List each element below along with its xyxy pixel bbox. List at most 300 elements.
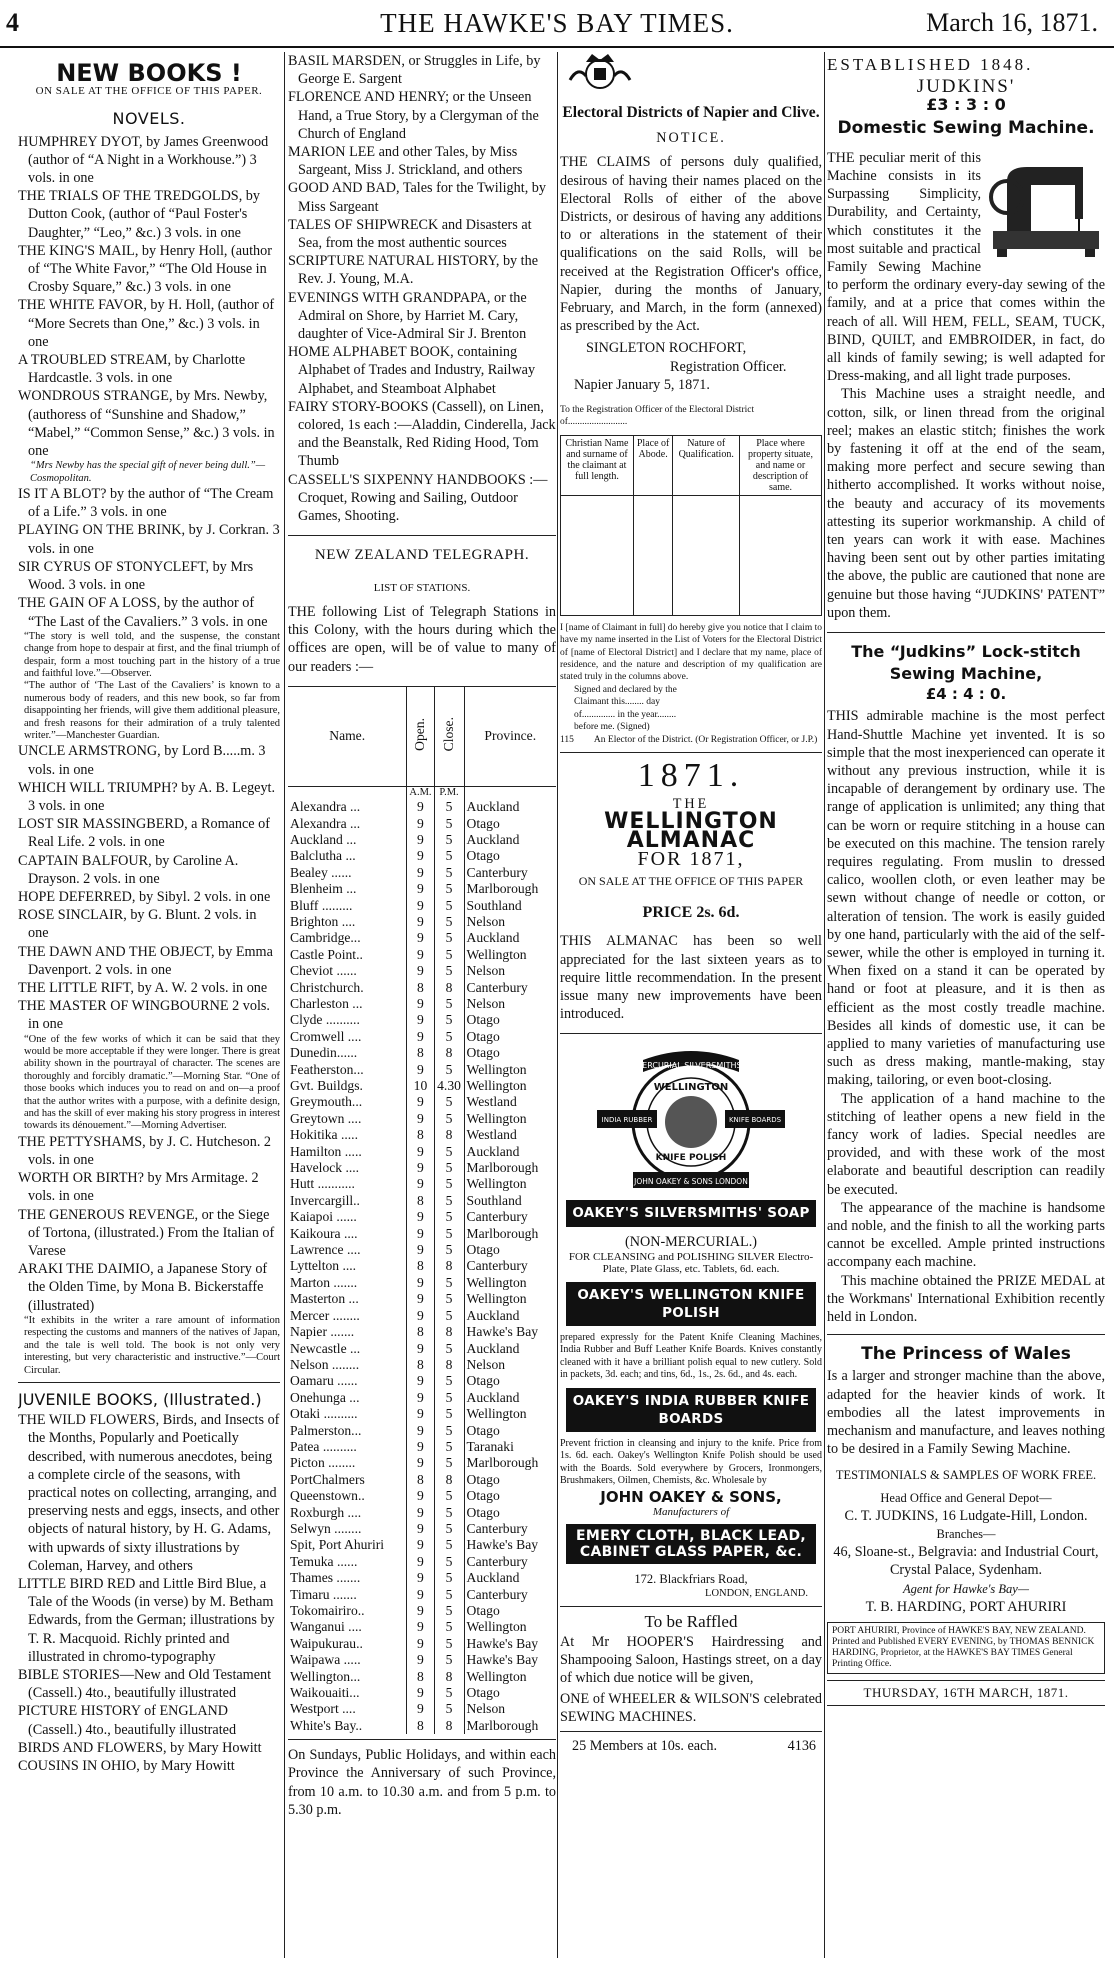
crest-top-text: NON-MERCURIAL SILVERSMITHS' SOAP bbox=[614, 1061, 768, 1071]
station-name: Dunedin...... bbox=[290, 1045, 358, 1061]
station-row bbox=[288, 1341, 556, 1357]
book-entry: IS IT A BLOT? by the author of “The Cream of a Life.” 3 vols. in one bbox=[18, 486, 274, 521]
station-close: 8 bbox=[434, 1718, 464, 1734]
station-close: 8 bbox=[434, 1045, 464, 1061]
column-rule bbox=[824, 52, 825, 1958]
station-close: 5 bbox=[434, 1619, 464, 1635]
book-entry: THE DAWN AND THE OBJECT, by Emma Davenport. 2 vols. in one bbox=[18, 943, 273, 978]
station-row bbox=[288, 1127, 556, 1143]
book-entry: BIBLE STORIES—New and Old Testament (Cassell.) 4to., beautifully illustrated bbox=[18, 1666, 272, 1702]
book-entry: WORTH OR BIRTH? by Mrs Armitage. 2 vols. in one bbox=[18, 1170, 259, 1205]
station-row bbox=[288, 996, 556, 1012]
station-close: 5 bbox=[434, 1275, 464, 1291]
station-open: 9 bbox=[407, 832, 434, 848]
column-rule bbox=[557, 52, 558, 1958]
station-open: 9 bbox=[407, 930, 434, 946]
station-name: Palmerston... bbox=[290, 1422, 362, 1438]
station-close: 5 bbox=[434, 1176, 464, 1192]
novels-list bbox=[18, 485, 280, 631]
station-close: 5 bbox=[434, 1111, 464, 1127]
station-province: Hawke's Bay bbox=[464, 1652, 556, 1668]
divider bbox=[560, 1731, 822, 1732]
station-close: 5 bbox=[434, 914, 464, 930]
station-close: 5 bbox=[434, 1554, 464, 1570]
station-open: 9 bbox=[407, 1390, 434, 1406]
station-name: Westport .... bbox=[290, 1701, 356, 1717]
divider bbox=[18, 1382, 280, 1383]
divider bbox=[560, 1033, 822, 1034]
issue-date: March 16, 1871. bbox=[926, 8, 1098, 37]
station-row bbox=[288, 1570, 556, 1586]
station-row bbox=[288, 1701, 556, 1717]
station-name: Bluff ......... bbox=[290, 897, 353, 913]
oakey-emery-banner: EMERY CLOTH, BLACK LEAD, CABINET GLASS PAPER, &c. bbox=[566, 1524, 816, 1564]
station-name: Alexandra ... bbox=[290, 815, 361, 831]
station-open: 9 bbox=[407, 1505, 434, 1521]
book-entry: TALES OF SHIPWRECK and Disasters at Sea, from the most authentic sources bbox=[288, 216, 532, 252]
station-open: 9 bbox=[407, 947, 434, 963]
station-row bbox=[288, 1029, 556, 1045]
judkins-name: JUDKINS' bbox=[916, 76, 1016, 98]
novels-list bbox=[18, 1133, 280, 1315]
agent-name: T. B. HARDING, PORT AHURIRI bbox=[865, 1598, 1067, 1615]
station-name: Kaiapoi ...... bbox=[290, 1209, 357, 1225]
station-close: 5 bbox=[434, 1029, 464, 1045]
branch-address: 46, Sloane-st., Belgravia: and Industrial Court, Crystal Palace, Sydenham. bbox=[833, 1544, 1099, 1579]
station-name: Clyde .......... bbox=[290, 1012, 360, 1028]
station-open: 9 bbox=[407, 1423, 434, 1439]
station-name: Mercer ........ bbox=[290, 1307, 360, 1323]
station-row bbox=[288, 1291, 556, 1307]
station-row bbox=[288, 930, 556, 946]
page-number: 4 bbox=[6, 8, 19, 37]
station-row bbox=[288, 832, 556, 848]
book-entry: WHICH WILL TRIUMPH? by A. B. Legeyt. 3 vols. in one bbox=[18, 779, 276, 814]
station-name: Waikouaiti... bbox=[290, 1685, 360, 1701]
station-name: Invercargill.. bbox=[290, 1192, 360, 1208]
book-entry: SIR CYRUS OF STONYCLEFT, by Mrs Wood. 3 vols. in one bbox=[18, 558, 254, 594]
form-number: 115 bbox=[560, 734, 574, 745]
station-close: 5 bbox=[434, 947, 464, 963]
divider bbox=[560, 752, 822, 753]
judkins-title: Domestic Sewing Machine. bbox=[837, 117, 1095, 138]
station-row bbox=[288, 1554, 556, 1570]
station-row bbox=[288, 1423, 556, 1439]
head-office: Head Office and General Depot— bbox=[880, 1490, 1052, 1505]
book-entry: FAIRY STORY-BOOKS (Cassell), on Linen, colored, 1s each :—Aladdin, Cinderella, Jack and the Beanstalk, Red Riding Hood, Tom Thumb bbox=[288, 398, 556, 470]
divider bbox=[827, 1334, 1105, 1335]
signer: SINGLETON ROCHFORT, bbox=[586, 340, 747, 357]
station-close: 5 bbox=[434, 1685, 464, 1701]
judkins-para-5: The appearance of the machine is handsome and noble, and the finish to all the working parts cannot be excelled. Ample printed instructions accompany each machine. bbox=[827, 1199, 1105, 1271]
testimonials: TESTIMONIALS & SAMPLES OF WORK FREE. bbox=[835, 1468, 1097, 1483]
book-entry: THE MASTER OF WINGBOURNE 2 vols. in one bbox=[18, 998, 270, 1033]
review: “The author of ‘The Last of the Cavaliers’ is known to a numerous body of readers, and this new book, so far from disappointing her friends, will give them additional pleasure, and fresh reasons for their admiration of a truly talented writer.”—Manchester Guardian. bbox=[24, 680, 280, 741]
station-row bbox=[288, 1488, 556, 1504]
station-name: Masterton ... bbox=[290, 1291, 359, 1307]
station-province: Otago bbox=[464, 1505, 556, 1521]
col-name: Name. bbox=[288, 686, 407, 786]
raffle-body: At Mr HOOPER'S Hairdressing and Shampooing Saloon, Hastings street, on a day of which due notice will be given, bbox=[560, 1634, 822, 1687]
station-name: Cheviot ...... bbox=[290, 963, 357, 979]
station-name: Temuka ...... bbox=[290, 1553, 358, 1569]
station-open: 9 bbox=[407, 1209, 434, 1225]
station-open: 9 bbox=[407, 799, 434, 815]
station-province: Canterbury bbox=[464, 865, 556, 881]
station-close: 5 bbox=[434, 1308, 464, 1324]
station-name: Thames ....... bbox=[290, 1570, 361, 1586]
station-name: Alexandra ... bbox=[290, 799, 361, 815]
station-province: Wellington bbox=[464, 1062, 556, 1078]
electoral-heading: Electoral Districts of Napier and Clive. bbox=[562, 104, 820, 122]
station-row bbox=[288, 881, 556, 897]
station-open: 9 bbox=[407, 1619, 434, 1635]
station-open: 9 bbox=[407, 1455, 434, 1471]
oakey-polish-banner: OAKEY'S WELLINGTON KNIFE POLISH bbox=[566, 1282, 816, 1326]
oakey-soap-text: FOR CLEANSING and POLISHING SILVER Electro-Plate, Plate Glass, etc. Tablets, 6d. each. bbox=[568, 1250, 814, 1276]
judkins-para-6: This machine obtained the PRIZE MEDAL at the Workmans' International Exhibition recently held in London. bbox=[827, 1272, 1105, 1325]
oakey-polish-text: prepared expressly for the Patent Knife Cleaning Machines, India Rubber and Buff Leather Knife Boards. Knives constantly cleaned with it have a brilliant polish equal to new cutlery. Sold in packets, 3d. each; and tins, 6d., 1s., 2s. 6d., and 4s. each. bbox=[560, 1331, 822, 1381]
station-province: Wellington bbox=[464, 1291, 556, 1307]
station-name: Newcastle ... bbox=[290, 1340, 361, 1356]
station-province: Hawke's Bay bbox=[464, 1537, 556, 1553]
station-province: Westland bbox=[464, 1094, 556, 1110]
col-open: Open. bbox=[407, 686, 434, 786]
station-name: Queenstown.. bbox=[290, 1488, 365, 1504]
station-province: Marlborough bbox=[464, 1226, 556, 1242]
judkins-price: £3 : 3 : 0 bbox=[926, 95, 1006, 115]
station-close: 5 bbox=[434, 1373, 464, 1389]
station-name: Gvt. Buildgs. bbox=[290, 1078, 363, 1094]
crest-right-text: KNIFE BOARDS bbox=[728, 1116, 782, 1125]
station-close: 5 bbox=[434, 1423, 464, 1439]
station-name: Kaikoura .... bbox=[290, 1225, 358, 1241]
col-province: Province. bbox=[464, 686, 556, 786]
station-close: 8 bbox=[434, 1472, 464, 1488]
juvenile-list bbox=[18, 1411, 280, 1775]
station-name: Tokomairiro.. bbox=[290, 1603, 365, 1619]
pm-label: P.M. bbox=[434, 786, 464, 799]
station-province: Auckland bbox=[464, 1341, 556, 1357]
form-column-header: Nature of Qualification. bbox=[673, 435, 740, 495]
sewing-machine-icon bbox=[987, 151, 1105, 259]
station-name: Christchurch. bbox=[290, 979, 364, 995]
station-name: Cromwell .... bbox=[290, 1028, 362, 1044]
station-row bbox=[288, 963, 556, 979]
station-row bbox=[288, 1505, 556, 1521]
station-name: Otaki .......... bbox=[290, 1406, 358, 1422]
dateline: Napier January 5, 1871. bbox=[574, 376, 710, 393]
stations-table bbox=[288, 686, 556, 1735]
station-province: Wellington bbox=[464, 1111, 556, 1127]
station-close: 5 bbox=[434, 1193, 464, 1209]
station-row bbox=[288, 1111, 556, 1127]
juvenile-heading: JUVENILE BOOKS, (Illustrated.) bbox=[18, 1389, 262, 1409]
station-province: Otago bbox=[464, 1488, 556, 1504]
station-close: 5 bbox=[434, 1439, 464, 1455]
review: “One of the few works of which it can be said that they would be more acceptable if they were longer. There is great ability shown in the pourtrayal of character. The scenes are thoroughly and forcibly dramatic.”—Morning Star. “One of those books which induces you to read on and on—a proof that the author writes with a purpose, with a definite design, and has the skill of ever making his story progress in interest towards its dénouement.”—Morning Advertiser. bbox=[24, 1033, 280, 1132]
station-close: 5 bbox=[434, 1291, 464, 1307]
station-open: 9 bbox=[407, 963, 434, 979]
station-province: Wellington bbox=[464, 1176, 556, 1192]
station-province: Marlborough bbox=[464, 1718, 556, 1734]
station-close: 8 bbox=[434, 1324, 464, 1340]
station-open: 9 bbox=[407, 1636, 434, 1652]
station-province: Otago bbox=[464, 1685, 556, 1701]
station-province: Canterbury bbox=[464, 1554, 556, 1570]
station-row bbox=[288, 1406, 556, 1422]
station-province: Auckland bbox=[464, 1308, 556, 1324]
station-open: 9 bbox=[407, 1488, 434, 1504]
station-open: 9 bbox=[407, 1094, 434, 1110]
column-judkins bbox=[827, 52, 1105, 1958]
station-province: Otago bbox=[464, 848, 556, 864]
station-open: 8 bbox=[407, 1472, 434, 1488]
station-name: Brighton .... bbox=[290, 913, 356, 929]
masthead bbox=[0, 0, 1114, 48]
station-name: Greymouth... bbox=[290, 1094, 363, 1110]
station-row bbox=[288, 980, 556, 996]
station-name: Hutt ........... bbox=[290, 1176, 355, 1192]
novels-list bbox=[18, 742, 280, 1033]
station-row bbox=[288, 799, 556, 815]
telegraph-heading: NEW ZEALAND TELEGRAPH. bbox=[314, 547, 530, 564]
station-province: Hawke's Bay bbox=[464, 1636, 556, 1652]
station-province: Canterbury bbox=[464, 980, 556, 996]
book-entry: EVENINGS WITH GRANDPAPA, or the Admiral on Shore, by Harriet M. Cary, daughter of Vice-Admiral Sir J. Brenton bbox=[288, 289, 527, 343]
station-close: 5 bbox=[434, 1636, 464, 1652]
station-open: 9 bbox=[407, 1176, 434, 1192]
station-open: 9 bbox=[407, 1341, 434, 1357]
station-close: 5 bbox=[434, 816, 464, 832]
station-name: PortChalmers bbox=[290, 1471, 365, 1487]
station-province: Auckland bbox=[464, 799, 556, 815]
raffle-heading: To be Raffled bbox=[644, 1611, 738, 1631]
station-name: Blenheim ... bbox=[290, 881, 357, 897]
station-open: 9 bbox=[407, 1144, 434, 1160]
column-telegraph bbox=[288, 52, 556, 1958]
oakey-boards-text: Prevent friction in cleansing and injury to the knife. Price from 1s. 6d. each. Oakey's Wellington Knife Polish should be used with the Boards. Sold everywhere by Grocers, Ironmongers, Brushmakers, Oilmen, Chemists, &c. Wholesale by bbox=[560, 1438, 822, 1487]
crest-bottom-text: JOHN OAKEY & SONS LONDON bbox=[634, 1177, 748, 1187]
book-entry: THE WILD FLOWERS, Birds, and Insects of the Months, Popularly and Poetically described, with numerous anecdotes, being a complete circle of the seasons, with practical notes on collecting, arranging, and preserving nests and eggs, insects, and other objects of natural history, by H. G. Adams, with upwards of sixty illustrations by Coleman, Harvey, and others bbox=[18, 1412, 280, 1574]
station-province: Otago bbox=[464, 1012, 556, 1028]
book-entry: ARAKI THE DAIMIO, a Japanese Story of the Olden Time, by Mona B. Bickerstaffe (illustrated) bbox=[18, 1261, 268, 1314]
station-name: Patea .......... bbox=[290, 1438, 357, 1454]
book-entry: COUSINS IN OHIO, by Mary Howitt bbox=[18, 1757, 235, 1774]
telegraph-intro: THE following List of Telegraph Stations in this Colony, with the hours during which the offices are open, will be of value to many of our readers :— bbox=[288, 603, 556, 675]
station-close: 5 bbox=[434, 1652, 464, 1668]
station-province: Nelson bbox=[464, 1701, 556, 1717]
station-row bbox=[288, 1472, 556, 1488]
station-open: 9 bbox=[407, 865, 434, 881]
station-open: 9 bbox=[407, 1570, 434, 1586]
station-open: 9 bbox=[407, 1652, 434, 1668]
station-close: 5 bbox=[434, 1341, 464, 1357]
form-column-header: Christian Name and surname of the claimant at full length. bbox=[561, 435, 634, 495]
station-province: Canterbury bbox=[464, 1521, 556, 1537]
station-province: Otago bbox=[464, 816, 556, 832]
station-open: 9 bbox=[407, 1226, 434, 1242]
station-name: Hokitika ..... bbox=[290, 1127, 358, 1143]
station-row bbox=[288, 1242, 556, 1258]
divider bbox=[288, 1739, 556, 1740]
oakey-soap-banner: OAKEY'S SILVERSMITHS' SOAP bbox=[566, 1200, 816, 1226]
station-close: 5 bbox=[434, 881, 464, 897]
book-entry: CAPTAIN BALFOUR, by Caroline A. Drayson. 2 vols. in one bbox=[18, 852, 239, 887]
station-close: 5 bbox=[434, 1226, 464, 1242]
form-signed: Signed and declared by the Claimant this........ day of.............. in the year........ before me. (Signed) bbox=[574, 684, 677, 733]
station-open: 9 bbox=[407, 1275, 434, 1291]
station-row bbox=[288, 865, 556, 881]
station-close: 5 bbox=[434, 1537, 464, 1553]
station-row bbox=[288, 1439, 556, 1455]
station-row bbox=[288, 1537, 556, 1553]
raffle-footer bbox=[560, 1737, 822, 1755]
form-column-header: Place of Abode. bbox=[633, 435, 673, 495]
novels-heading: NOVELS. bbox=[112, 109, 186, 129]
telegraph-footer: On Sundays, Public Holidays, and within each Province the Anniversary of such Province, from 10 a.m. to 10.30 a.m. and from 5 p.m. to 5.30 p.m. bbox=[288, 1747, 556, 1818]
electoral-body: THE CLAIMS of persons duly qualified, desirous of having their names placed on the Electoral Rolls of either of the above Districts, or desirous of having any additions to or alterations in the statement of their qualifications on the said Rolls, will be received at the Registration Officer's office, Napier, during the months of January, February, and March, in the form (annexed) as prescribed by the Act. bbox=[560, 154, 822, 335]
station-name: Nelson ........ bbox=[290, 1356, 360, 1372]
station-row bbox=[288, 1685, 556, 1701]
book-entry: SCRIPTURE NATURAL HISTORY, by the Rev. J. Young, M.A. bbox=[288, 253, 539, 288]
station-name: Balclutha ... bbox=[290, 848, 356, 864]
form-column-header: Place where property situate, and name or description of same. bbox=[740, 435, 822, 495]
book-entry: THE PETTYSHAMS, by J. C. Hutcheson. 2 vols. in one bbox=[18, 1133, 272, 1169]
almanac-the: THE bbox=[672, 796, 710, 813]
station-row bbox=[288, 1636, 556, 1652]
station-province: Nelson bbox=[464, 963, 556, 979]
station-row bbox=[288, 1144, 556, 1160]
station-province: Wellington bbox=[464, 1669, 556, 1685]
station-close: 5 bbox=[434, 832, 464, 848]
signer-title: Registration Officer. bbox=[670, 358, 787, 375]
station-row bbox=[288, 1619, 556, 1635]
station-province: Otago bbox=[464, 1603, 556, 1619]
station-name: Havelock .... bbox=[290, 1160, 360, 1176]
station-row bbox=[288, 1193, 556, 1209]
station-province: Southland bbox=[464, 898, 556, 914]
station-name: Greytown .... bbox=[290, 1110, 362, 1126]
station-open: 9 bbox=[407, 914, 434, 930]
royal-crest-icon bbox=[560, 52, 640, 92]
station-open: 10 bbox=[407, 1078, 434, 1094]
station-row bbox=[288, 1160, 556, 1176]
station-close: 5 bbox=[434, 1701, 464, 1717]
novels-list bbox=[18, 133, 280, 461]
station-open: 8 bbox=[407, 1258, 434, 1274]
station-province: Wellington bbox=[464, 1619, 556, 1635]
station-row bbox=[288, 914, 556, 930]
station-province: Otago bbox=[464, 1373, 556, 1389]
station-close: 5 bbox=[434, 1587, 464, 1603]
station-close: 8 bbox=[434, 1258, 464, 1274]
station-open: 8 bbox=[407, 1324, 434, 1340]
station-close: 5 bbox=[434, 1455, 464, 1471]
oakey-maker: JOHN OAKEY & SONS, bbox=[600, 1487, 782, 1506]
station-province: Auckland bbox=[464, 930, 556, 946]
column-books bbox=[18, 52, 280, 1958]
oakey-city: LONDON, ENGLAND. bbox=[705, 1588, 808, 1600]
judkins-para-1: THE peculiar merit of this Machine consists in its Surpassing Simplicity, Durability, and Certainty, which constitutes it the most suitable and practical Family Sewing Machine to perform the ordinary every-day sewing of the family, and at a price that comes within the reach of all. Will HEM, FELL, SEAM, TUCK, BIND, QUILT, and EMBROIDER, in fact, do all kinds of family sewing; is well adapted for Dress-making, and all light trade purposes. bbox=[827, 149, 1105, 385]
station-row bbox=[288, 1226, 556, 1242]
book-entry: WONDROUS STRANGE, by Mrs. Newby, (authoress of “Sunshine and Shadow,” “Mabel,” “Common Sense,” &c.) 3 vols. in one bbox=[18, 388, 275, 460]
station-close: 5 bbox=[434, 898, 464, 914]
oakey-boards-banner: OAKEY'S INDIA RUBBER KNIFE BOARDS bbox=[566, 1388, 816, 1432]
station-row bbox=[288, 1012, 556, 1028]
station-open: 9 bbox=[407, 1308, 434, 1324]
station-name: Timaru ....... bbox=[290, 1586, 357, 1602]
station-name: Wellington... bbox=[290, 1668, 361, 1684]
station-close: 5 bbox=[434, 1144, 464, 1160]
book-entry: UNCLE ARMSTRONG, by Lord B.....m. 3 vols. in one bbox=[18, 743, 266, 778]
judkins-para-2: This Machine uses a straight needle, and cotton, silk, or linen thread from the original reel; makes an elastic stitch; finishes the work by fastening it off at the end of the seam, making more perfect and secure sewing than hitherto accomplished. It works without noise, the beauty and accuracy of its movements attesting its superior workmanship. A child of ten years can work it with ease. Machines having been sent out by other parties imitating the above, the public are cautioned that none are genuine but those having “JUDKINS' PATENT” upon them. bbox=[827, 386, 1105, 621]
book-entry: PICTURE HISTORY of ENGLAND (Cassell.) 4to., beautifully illustrated bbox=[18, 1703, 237, 1738]
book-entry: BIRDS AND FLOWERS, by Mary Howitt bbox=[18, 1739, 262, 1756]
station-close: 5 bbox=[434, 1390, 464, 1406]
book-entry: LOST SIR MASSINGBERD, a Romance of Real Life. 2 vols. in one bbox=[18, 816, 270, 851]
station-open: 9 bbox=[407, 996, 434, 1012]
station-open: 9 bbox=[407, 1537, 434, 1553]
station-open: 9 bbox=[407, 1012, 434, 1028]
station-row bbox=[288, 1718, 556, 1734]
raffle-number: 4136 bbox=[787, 1738, 816, 1755]
review: “Mrs Newby has the special gift of never being dull.”—Cosmopolitan. bbox=[30, 460, 266, 484]
station-name: Onehunga ... bbox=[290, 1389, 360, 1405]
book-entry: THE TRIALS OF THE TREDGOLDS, by Dutton Cook, (author of “Paul Foster's Daughter,” “Leo,” &c.) 3 vols. in one bbox=[18, 188, 260, 241]
am-label: A.M. bbox=[407, 786, 434, 799]
branches: Branches— bbox=[936, 1527, 996, 1542]
almanac-body: THIS ALMANAC has been so well appreciated for the last sixteen years as to require little recommendation. In the present issue many new improvements have been introduced. bbox=[560, 933, 822, 1023]
notice-heading: NOTICE. bbox=[656, 130, 726, 147]
station-province: Wellington bbox=[464, 947, 556, 963]
book-entry: GOOD AND BAD, Tales for the Twilight, by Miss Sargeant bbox=[288, 180, 546, 215]
station-close: 8 bbox=[434, 1357, 464, 1373]
agent: Agent for Hawke's Bay— bbox=[903, 1581, 1029, 1596]
station-province: Canterbury bbox=[464, 1258, 556, 1274]
station-close: 5 bbox=[434, 1505, 464, 1521]
station-province: Wellington bbox=[464, 1406, 556, 1422]
station-open: 8 bbox=[407, 1718, 434, 1734]
station-close: 4.30 bbox=[434, 1078, 464, 1094]
column-rule bbox=[284, 52, 285, 1958]
station-name: Featherston... bbox=[290, 1061, 364, 1077]
station-name: Hamilton ..... bbox=[290, 1143, 362, 1159]
station-province: Nelson bbox=[464, 914, 556, 930]
station-close: 5 bbox=[434, 1160, 464, 1176]
book-entry: CASSELL'S SIXPENNY HANDBOOKS :—Croquet, Rowing and Sailing, Outdoor Games, Shooting. bbox=[288, 471, 548, 525]
station-open: 9 bbox=[407, 1029, 434, 1045]
station-name: Lawrence .... bbox=[290, 1242, 361, 1258]
station-row bbox=[288, 1308, 556, 1324]
station-province: Otago bbox=[464, 1045, 556, 1061]
station-row bbox=[288, 1324, 556, 1340]
book-entry: A TROUBLED STREAM, by Charlotte Hardcastle. 3 vols. in one bbox=[18, 352, 246, 387]
established: ESTABLISHED 1848. bbox=[827, 55, 1034, 74]
station-open: 9 bbox=[407, 1373, 434, 1389]
station-close: 5 bbox=[434, 1062, 464, 1078]
station-close: 5 bbox=[434, 1209, 464, 1225]
station-name: Lyttelton .... bbox=[290, 1258, 357, 1274]
station-name: Bealey ...... bbox=[290, 864, 352, 880]
almanac-price: PRICE 2s. 6d. bbox=[642, 904, 740, 922]
station-close: 5 bbox=[434, 1406, 464, 1422]
lockstitch-price: £4 : 4 : 0. bbox=[925, 685, 1007, 704]
review: “It exhibits in the writer a rare amount of information respecting the customs and manners of the natives of Japan, and the tale is well told. The book is not only very interesting, but very characteristic and instructive.”—Court Circular. bbox=[24, 1314, 280, 1376]
almanac-sale: ON SALE AT THE OFFICE OF THIS PAPER bbox=[578, 873, 804, 888]
station-row bbox=[288, 1455, 556, 1471]
station-open: 9 bbox=[407, 1439, 434, 1455]
